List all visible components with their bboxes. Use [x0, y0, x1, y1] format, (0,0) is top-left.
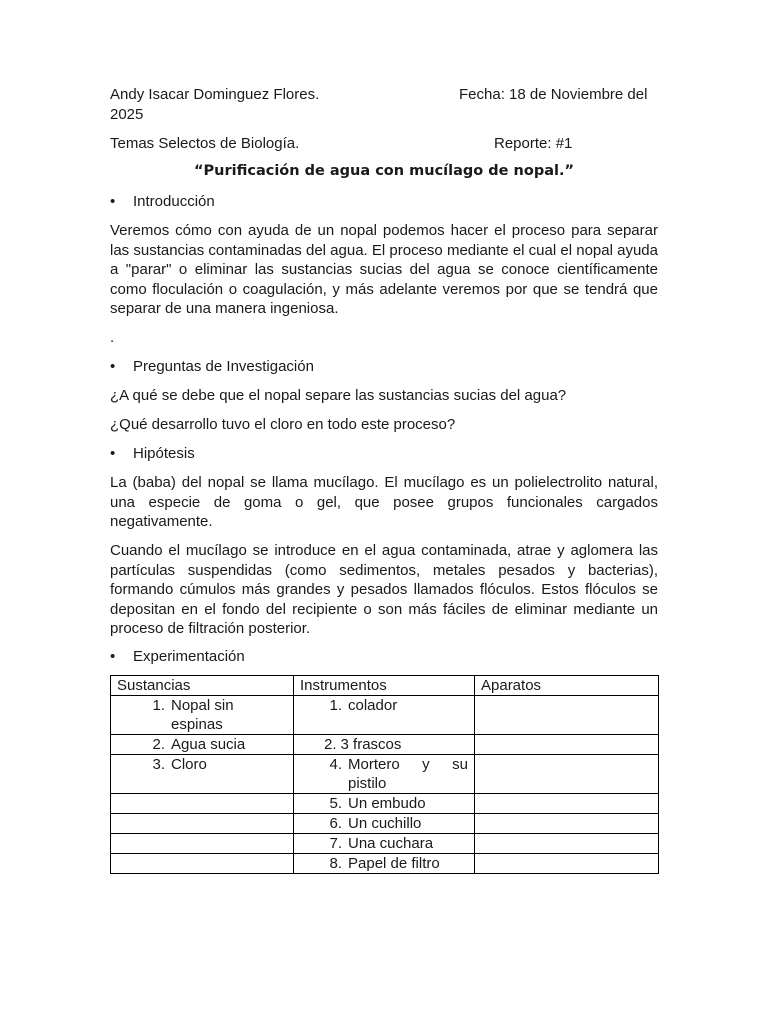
question-1: ¿A qué se debe que el nopal separe las sustancias sucias del agua?	[110, 387, 567, 404]
table-row	[111, 794, 659, 814]
subject: Temas Selectos de Biología.	[110, 135, 300, 152]
list-item: 3. Cloro	[152, 756, 207, 773]
date-year: 2025	[110, 106, 144, 123]
list-item: 6. Un cuchillo	[329, 815, 422, 832]
questions-heading: Preguntas de Investigación	[133, 358, 314, 375]
author-name: Andy Isacar Dominguez Flores.	[110, 86, 320, 103]
list-item: 1. colador	[329, 697, 398, 714]
date-line: Fecha: 18 de Noviembre del	[459, 86, 648, 103]
experiment-heading: Experimentación	[133, 648, 245, 665]
hypothesis-paragraph-2: Cuando el mucílago se introduce en el agua contaminada, atrae y aglomera las partículas suspendidas (como sedimentos, metales pesados y bacterias), formando cúmulos más grandes y pesados llamados flóculos. Estos flóculos se depositan en el fondo del recipiente o son más fáciles de eliminar mediante un proceso de filtración posterior.	[110, 542, 658, 637]
header-instrumentos: Instrumentos	[294, 676, 475, 696]
question-2: ¿Qué desarrollo tuvo el cloro en todo este proceso?	[110, 416, 456, 433]
list-item: 7. Una cuchara	[329, 835, 434, 852]
table-row	[111, 854, 659, 874]
list-item: 4. Mortero y su pistilo	[329, 756, 468, 792]
bullet-icon: •	[110, 445, 116, 462]
list-item: 2. 3 frascos	[324, 736, 402, 753]
list-item: 5. Un embudo	[329, 795, 426, 812]
table-row	[111, 735, 659, 755]
table-row	[111, 814, 659, 834]
hypothesis-heading: Hipótesis	[133, 445, 195, 462]
list-item: 2. Agua sucia	[152, 736, 246, 753]
table-row	[111, 755, 659, 794]
materials-table	[110, 675, 659, 874]
table-row	[111, 696, 659, 735]
hypothesis-paragraph-1: La (baba) del nopal se llama mucílago. El mucílago es un polielectrolito natural, una especie de goma o gel, que posee grupos funcionales cargados negativamente.	[110, 474, 658, 530]
report-number: Reporte: #1	[494, 135, 573, 152]
table-header-row	[111, 676, 659, 696]
header-sustancias: Sustancias	[111, 676, 294, 696]
intro-paragraph: Veremos cómo con ayuda de un nopal podemos hacer el proceso para separar las sustancias contaminadas del agua. El proceso mediante el cual el nopal ayuda a "parar" o eliminar las sustancias sucias del agua se conoce científicamente como floculación o coagulación, y más adelante veremos por que se tendrá que separar de una manera ingeniosa.	[110, 222, 658, 317]
list-item: 1. Nopal sin espinas	[152, 697, 234, 733]
bullet-icon: •	[110, 648, 116, 665]
table-row	[111, 834, 659, 854]
intro-heading: Introducción	[133, 193, 215, 210]
document-title: “Purificación de agua con mucílago de nopal.”	[194, 163, 574, 179]
list-item: 8. Papel de filtro	[329, 855, 440, 872]
separator-dot: .	[110, 329, 115, 346]
header-aparatos: Aparatos	[475, 676, 659, 696]
bullet-icon: •	[110, 358, 116, 375]
bullet-icon: •	[110, 193, 116, 210]
